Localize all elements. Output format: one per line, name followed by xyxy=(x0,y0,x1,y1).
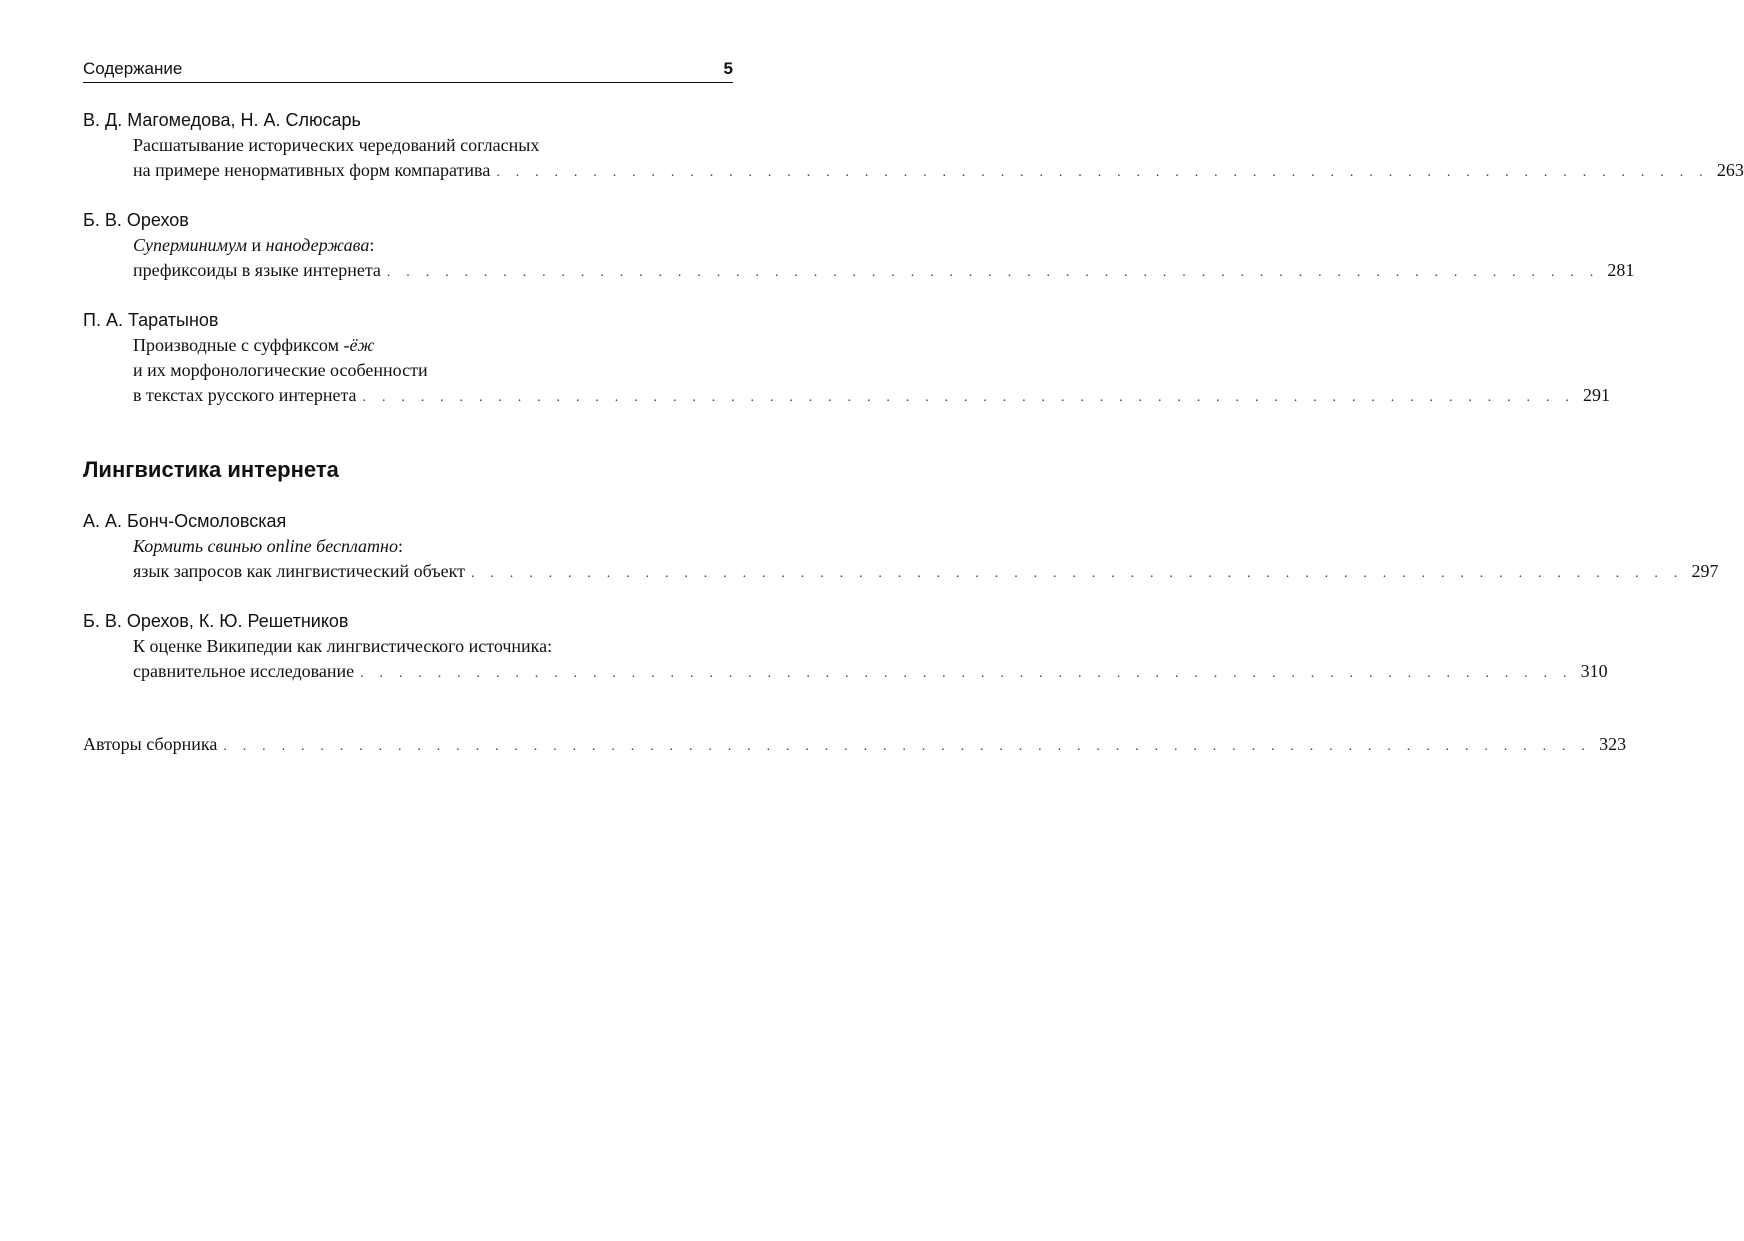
title-text: : xyxy=(397,536,403,556)
dot-leader: . . . . . . . . . . . . . . . . . . . . . . . . . . . . . . . . . . . . . . . . . . . . . . . . . . . . . . . . . . . . . . . xyxy=(360,666,1573,681)
entry-page-number: 323 xyxy=(1599,734,1627,754)
entry-author: Б. В. Орехов xyxy=(83,210,189,230)
entry-title-line xyxy=(83,534,733,559)
entry-leader-line xyxy=(83,383,1611,410)
dot-leader: . . . . . . . . . . . . . . . . . . . . . . . . . . . . . . . . . . . . . . . . . . . . . . . . . . . . . . . . . . . . . . . xyxy=(362,390,1576,405)
title-text: и xyxy=(247,235,266,255)
running-head-title: Содержание xyxy=(83,59,183,78)
entry-author: А. А. Бонч-Осмоловская xyxy=(83,511,287,531)
entry-page-number: 310 xyxy=(1580,661,1608,681)
toc-entry[interactable] xyxy=(83,307,1611,410)
entry-author: В. Д. Магомедова, Н. А. Слюсарь xyxy=(83,110,361,130)
dot-leader: . . . . . . . . . . . . . . . . . . . . . . . . . . . . . . . . . . . . . . . . . . . . . . . . . . . . . . . . . . . . . . . . . . . . . . . xyxy=(223,739,1592,754)
entry-title-line: и их морфонологические особенности xyxy=(133,360,428,380)
italic-term: нанодержава xyxy=(265,235,370,255)
title-text: : xyxy=(369,235,375,255)
italic-term: Кормить свинью online бесплатно xyxy=(133,536,398,556)
entry-page-number: 291 xyxy=(1583,385,1611,405)
toc-entry[interactable] xyxy=(83,508,1719,586)
dot-leader: . . . . . . . . . . . . . . . . . . . . . . . . . . . . . . . . . . . . . . . . . . . . . . . . . . . . . . . . . . . . . . . xyxy=(496,165,1709,180)
section-heading: Лингвистика интернета xyxy=(83,457,339,482)
entry-leader-line xyxy=(83,732,1627,759)
entry-leader-line xyxy=(83,258,1635,285)
toc-entry-authors[interactable] xyxy=(83,732,1627,759)
entry-page-number: 281 xyxy=(1607,260,1635,280)
page-number: 5 xyxy=(723,59,733,78)
entry-author: Б. В. Орехов, К. Ю. Решетников xyxy=(83,611,349,631)
entry-title-line: К оценке Википедии как лингвистического источника: xyxy=(133,636,553,656)
entry-title-line xyxy=(83,233,733,258)
entry-page-number: 263 xyxy=(1716,160,1744,180)
title-text: Производные с суффиксом xyxy=(133,335,344,355)
entry-leader-line xyxy=(83,659,1608,686)
toc-entry[interactable] xyxy=(83,207,1635,285)
entry-title-line xyxy=(83,333,733,358)
toc-entry[interactable] xyxy=(83,107,1744,185)
entry-title-line: на примере ненормативных форм компаратива xyxy=(133,160,491,180)
entry-title-line: язык запросов как лингвистический объект xyxy=(133,561,465,581)
toc-entry[interactable] xyxy=(83,608,1608,686)
entry-page-number: 297 xyxy=(1691,561,1719,581)
back-matter-label: Авторы сборника xyxy=(83,734,218,754)
entry-leader-line xyxy=(83,158,1744,185)
entry-author: П. А. Таратынов xyxy=(83,310,219,330)
toc-page xyxy=(83,58,1744,759)
dot-leader: . . . . . . . . . . . . . . . . . . . . . . . . . . . . . . . . . . . . . . . . . . . . . . . . . . . . . . . . . . . . . . . xyxy=(386,265,1600,280)
italic-term: -ёж xyxy=(343,335,375,355)
running-head xyxy=(83,58,733,83)
entry-title-line: префиксоиды в языке интернета xyxy=(133,260,381,280)
entry-title-line: в текстах русского интернета xyxy=(133,385,357,405)
dot-leader: . . . . . . . . . . . . . . . . . . . . . . . . . . . . . . . . . . . . . . . . . . . . . . . . . . . . . . . . . . . . . . . xyxy=(471,566,1684,581)
italic-term: Суперминимум xyxy=(133,235,248,255)
entry-leader-line xyxy=(83,559,1719,586)
entry-title-line: Расшатывание исторических чередований согласных xyxy=(133,135,540,155)
entry-title-line: сравнительное исследование xyxy=(133,661,355,681)
